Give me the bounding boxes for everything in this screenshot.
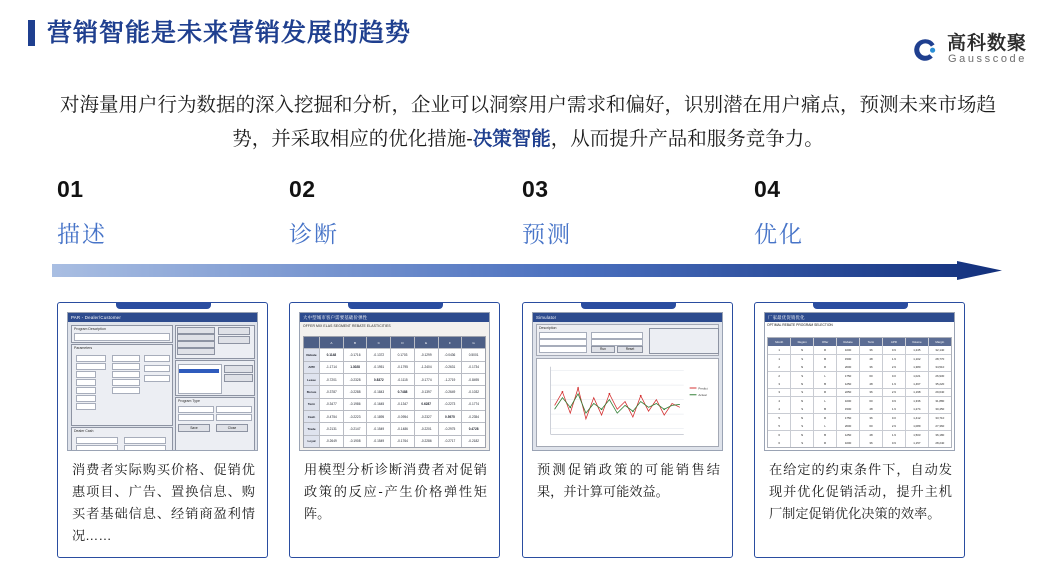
thumb-table-cell: 36 xyxy=(860,439,882,447)
thumb-table-cell: 2 xyxy=(768,363,790,371)
thumb-table-cell: 48 xyxy=(860,431,882,439)
thumb-col-header: Month xyxy=(768,338,790,346)
thumb-table-cell: -0.3787 xyxy=(320,386,343,397)
step-item-4 xyxy=(754,176,954,249)
thumb-run-button: Run xyxy=(591,346,615,353)
thumb-table-cell: 0.9 xyxy=(883,439,905,447)
thumb-table-cell: -0.1549 xyxy=(367,423,390,434)
cards-row xyxy=(57,302,997,560)
thumb-table-cell: 48 xyxy=(860,405,882,413)
thumb-table-cell: R xyxy=(814,414,836,422)
screenshot-thumbnail-form xyxy=(67,312,258,451)
thumb-table-cell: 0.9 xyxy=(883,397,905,405)
thumb-table-cell: -0.2327 xyxy=(415,411,438,422)
thumb-reset-button: Reset xyxy=(617,346,643,353)
thumb-table-cell: 0.9 xyxy=(883,346,905,354)
brand-text xyxy=(947,34,1027,65)
intro-text-part2: ，从而提升产品和服务竞争力。 xyxy=(550,128,824,150)
step-item-3 xyxy=(522,176,722,249)
thumb-table-cell: 0.0 xyxy=(883,414,905,422)
thumb-chart xyxy=(536,358,719,447)
thumb-table-area xyxy=(765,322,954,450)
thumb-table-cell: 1.9 xyxy=(883,431,905,439)
thumb-table-cell: S xyxy=(791,355,813,363)
thumb-table-cell: -0.1299 xyxy=(415,349,438,360)
thumb-table-cell: -0.1774 xyxy=(462,399,485,410)
intro-highlight: 决策智能 xyxy=(472,128,551,150)
thumb-close-button: Close xyxy=(216,424,248,432)
thumb-table-grid xyxy=(303,336,486,448)
thumb-col-header: E xyxy=(415,337,438,348)
thumb-table-subtitle: OPTIMAL REBATE PROGRAM SELECTION xyxy=(767,323,833,327)
thumb-window-title: Simulator xyxy=(533,313,722,322)
thumb-col-header: C xyxy=(367,337,390,348)
thumb-table-cell: 1,503 xyxy=(906,431,928,439)
thumb-table-cell: 36 xyxy=(860,346,882,354)
slide-header xyxy=(28,18,1027,65)
thumb-table-cell: S xyxy=(791,422,813,430)
thumb-window-title: 大中型城市客户需要基础价弹性 xyxy=(300,313,489,322)
thumb-table-cell: 28,240 xyxy=(929,439,951,447)
thumb-control-panel xyxy=(536,324,719,356)
thumb-panel-dealer-cash xyxy=(71,427,173,451)
thumb-table-cell: 0.5001 xyxy=(462,349,485,360)
thumb-table-cell: 36 xyxy=(860,363,882,371)
brand-name-en: Gausscode xyxy=(947,52,1027,65)
thumb-col-header: Offer xyxy=(814,338,836,346)
thumb-table-cell: 1,245 xyxy=(906,346,928,354)
thumb-table-cell: 1,274 xyxy=(906,405,928,413)
title-label: 营销智能是未来营销发展的趋势 xyxy=(47,18,412,47)
thumb-table-cell: 5 xyxy=(768,414,790,422)
thumb-table-cell: S xyxy=(791,405,813,413)
intro-paragraph xyxy=(55,88,1001,156)
thumb-table-cell: 1,102 xyxy=(906,355,928,363)
thumb-table-cell: -0.1951 xyxy=(367,362,390,373)
thumb-table-cell: 1,198 xyxy=(906,389,928,397)
thumb-table-cell: 1250 xyxy=(837,431,859,439)
thumb-table-cell: 27,360 xyxy=(929,422,951,430)
thumb-table-cell: -0.2273 xyxy=(439,399,462,410)
thumb-table-cell: 60 xyxy=(860,372,882,380)
screenshot-thumbnail-optimization-report xyxy=(764,312,955,451)
card-caption: 消费者实际购买价格、促销优惠项目、广告、置换信息、购买者基础信息、经销商盈利情况…… xyxy=(72,462,255,543)
thumb-window-title: 厂家最优促销优化 xyxy=(765,313,954,322)
thumb-table-cell: 1 xyxy=(768,346,790,354)
thumb-col-header: Volume xyxy=(906,338,928,346)
thumb-table-cell: 6 xyxy=(768,439,790,447)
thumb-table-cell: 3 xyxy=(768,389,790,397)
card-describe[interactable] xyxy=(57,302,268,558)
thumb-table-cell: B xyxy=(814,355,836,363)
thumb-table-cell: 1750 xyxy=(837,372,859,380)
gausscode-g-icon xyxy=(912,37,938,63)
thumb-table-cell: 1500 xyxy=(837,405,859,413)
thumb-table-cell: 0.8372 xyxy=(367,374,390,385)
thumb-table-cell: 33,710 xyxy=(929,414,951,422)
thumb-table-cell: 0.1148 xyxy=(320,349,343,360)
thumb-panel-list xyxy=(175,360,255,396)
thumb-table-cell: -0.1795 xyxy=(391,362,414,373)
thumb-table-cell: 36,180 xyxy=(929,431,951,439)
thumb-table-cell: 1750 xyxy=(837,414,859,422)
thumb-table-cell: 1000 xyxy=(837,346,859,354)
thumb-table-cell: -0.2328 xyxy=(344,374,367,385)
thumb-table-subtitle: OFFER MIX ELAS SEGMENT REBATE ELASTICITIES xyxy=(303,324,391,328)
thumb-table-cell: N xyxy=(791,346,813,354)
thumb-col-header: A xyxy=(320,337,343,348)
thumb-table-cell: 2 xyxy=(768,372,790,380)
thumb-table-cell: N xyxy=(791,397,813,405)
svg-text:Predict: Predict xyxy=(698,386,708,391)
thumb-table-corner xyxy=(304,337,319,348)
thumb-panel-label: Program Description xyxy=(74,327,106,331)
card-top-tab xyxy=(813,302,908,309)
thumb-table-cell: 1.9 xyxy=(883,405,905,413)
card-caption: 在给定的约束条件下，自动发现并优化促销活动，提升主机厂制定促销优化决策的效率。 xyxy=(769,462,952,521)
thumb-table-cell: 31,880 xyxy=(929,397,951,405)
thumb-table-cell: R xyxy=(814,439,836,447)
thumb-dropdown xyxy=(177,334,215,341)
thumb-table-cell: 1,412 xyxy=(906,414,928,422)
step-label: 预测 xyxy=(522,221,572,247)
thumb-panel-program-type xyxy=(175,397,255,451)
page-title xyxy=(28,20,1027,46)
thumb-table-cell: -0.1549 xyxy=(367,436,390,447)
thumb-table-cell: R xyxy=(814,346,836,354)
thumb-table-cell: 36 xyxy=(860,414,882,422)
card-optimize[interactable] xyxy=(754,302,965,558)
thumb-table-cell: -0.1843 xyxy=(367,386,390,397)
thumb-table-cell: 1000 xyxy=(837,439,859,447)
thumb-table-cell: 36 xyxy=(860,389,882,397)
step-label: 诊断 xyxy=(289,221,339,247)
thumb-table-cell: -0.2649 xyxy=(439,386,462,397)
thumb-table-cell: -0.1372 xyxy=(367,349,390,360)
thumb-table-cell: -0.1347 xyxy=(391,399,414,410)
thumb-table-cell: -0.2131 xyxy=(320,423,343,434)
step-number: 03 xyxy=(522,176,549,202)
thumb-text-field xyxy=(74,333,170,341)
thumb-table-cell: 4 xyxy=(768,397,790,405)
thumb-table-cell: B xyxy=(814,431,836,439)
thumb-table-cell: 0.1703 xyxy=(391,349,414,360)
thumb-table-cell: 2250 xyxy=(837,389,859,397)
thumb-panel-label: Program Type xyxy=(178,399,200,403)
thumb-table-cell: 60 xyxy=(860,397,882,405)
thumb-table-cell: -0.0954 xyxy=(391,411,414,422)
thumb-row-header: Loyal xyxy=(304,436,319,447)
thumb-table-cell: L xyxy=(814,372,836,380)
thumb-table-cell: -0.2201 xyxy=(415,423,438,434)
thumb-table-cell: 1,467 xyxy=(906,380,928,388)
thumb-table-cell: 2000 xyxy=(837,363,859,371)
thumb-table-cell: -0.1716 xyxy=(344,349,367,360)
brand-logo xyxy=(912,34,1027,65)
thumb-table-cell: S xyxy=(791,389,813,397)
thumb-table-cell: N xyxy=(791,363,813,371)
thumb-col-header: APR xyxy=(883,338,905,346)
thumb-col-header: F xyxy=(439,337,462,348)
thumb-table-cell: -0.2631 xyxy=(439,362,462,373)
thumb-col-header: Margin xyxy=(929,338,951,346)
thumb-dropdown xyxy=(177,341,215,348)
thumb-row-header: Bonus xyxy=(304,386,319,397)
thumb-row-header: Rebate xyxy=(304,349,319,360)
thumb-table-cell: 1.3028 xyxy=(344,362,367,373)
thumb-body xyxy=(533,322,722,450)
thumb-table-cell: -0.2717 xyxy=(439,436,462,447)
thumb-table-cell: R xyxy=(814,389,836,397)
thumb-table-cell: 1,021 xyxy=(906,372,928,380)
thumb-table-cell: -0.8495 xyxy=(462,374,485,385)
thumb-table-cell: -0.1115 xyxy=(391,374,414,385)
thumb-body xyxy=(68,322,257,450)
thumb-table-cell: -0.1486 xyxy=(391,423,414,434)
thumb-table-cell: -0.1764 xyxy=(391,436,414,447)
thumb-row-header: Lease xyxy=(304,374,319,385)
thumb-table-cell: 0.6287 xyxy=(415,399,438,410)
thumb-table-cell: B xyxy=(814,380,836,388)
thumb-col-header: B xyxy=(344,337,367,348)
step-number: 01 xyxy=(57,176,84,202)
card-caption: 用模型分析诊断消费者对促销政策的反应-产生价格弹性矩阵。 xyxy=(304,462,487,521)
thumb-table-cell: -0.1397 xyxy=(415,386,438,397)
thumb-table-cell: -0.2182 xyxy=(462,436,485,447)
thumb-row-header: Term xyxy=(304,399,319,410)
thumb-table-cell: -0.2354 xyxy=(462,411,485,422)
thumb-table-cell: -1.2719 xyxy=(439,374,462,385)
thumb-table-cell: 6 xyxy=(768,431,790,439)
thumb-table-cell: -0.1032 xyxy=(462,386,485,397)
title-accent-bar xyxy=(28,20,35,46)
thumb-table-cell: -0.1645 xyxy=(367,399,390,410)
thumb-row-header: Trade xyxy=(304,423,319,434)
step-label: 描述 xyxy=(57,221,107,247)
thumb-table-cell: 2.9 xyxy=(883,422,905,430)
card-top-tab xyxy=(116,302,211,309)
card-top-tab xyxy=(348,302,443,309)
thumb-row-header: Cash xyxy=(304,411,319,422)
thumb-col-header: Region xyxy=(791,338,813,346)
brand-name-cn: 高科数聚 xyxy=(946,33,1027,54)
thumb-table-cell: -0.1734 xyxy=(462,362,485,373)
thumb-col-header: Term xyxy=(860,338,882,346)
thumb-table-cell: -0.7201 xyxy=(320,374,343,385)
thumb-table-cell: -0.1774 xyxy=(415,374,438,385)
thumb-col-header: D xyxy=(391,337,414,348)
thumb-table-cell: -0.2288 xyxy=(344,386,367,397)
thumb-panel-parameters xyxy=(71,344,173,426)
thumb-table-cell: 1 xyxy=(768,355,790,363)
thumb-table-cell: -0.0436 xyxy=(439,349,462,360)
thumb-table-cell: 1500 xyxy=(837,355,859,363)
screenshot-thumbnail-elasticity-table xyxy=(299,312,490,451)
thumb-table-cell: 1000 xyxy=(837,397,859,405)
thumb-table-cell: -0.2649 xyxy=(320,436,343,447)
thumb-table-cell: 48 xyxy=(860,355,882,363)
thumb-table-cell: -0.2147 xyxy=(344,423,367,434)
step-number: 02 xyxy=(289,176,316,202)
thumb-table-cell: 1,336 xyxy=(906,397,928,405)
thumb-table-cell: 26,930 xyxy=(929,372,951,380)
thumb-table-cell: -0.1986 xyxy=(344,399,367,410)
thumb-table-cell: 34,510 xyxy=(929,363,951,371)
thumb-body xyxy=(765,322,954,450)
thumb-table-cell: -0.2286 xyxy=(415,436,438,447)
thumb-table-cell: N xyxy=(791,380,813,388)
thumb-panel-label: Description xyxy=(539,326,557,330)
thumb-panel-label: Parameters xyxy=(74,346,93,350)
intro-text-part1: 对海量用户行为数据的深入挖掘和分析，企业可以洞察用户需求和偏好，识别潜在用户痛点，预测未来市场趋势，并采取相应的优化措施- xyxy=(59,94,996,150)
thumb-table-cell: -0.4754 xyxy=(320,411,343,422)
thumb-save-button: Save xyxy=(178,424,210,432)
thumb-table-cell: 60 xyxy=(860,422,882,430)
thumb-table-cell: -0.3477 xyxy=(320,399,343,410)
thumb-table-cell: -0.1908 xyxy=(344,436,367,447)
thumb-table-cell: -0.1895 xyxy=(367,411,390,422)
steps-row xyxy=(57,176,997,256)
thumb-table-cell: 5 xyxy=(768,422,790,430)
thumb-col-header: Rebate xyxy=(837,338,859,346)
step-item-1 xyxy=(57,176,257,249)
step-item-2 xyxy=(289,176,489,249)
thumb-table-cell: 35,220 xyxy=(929,380,951,388)
thumb-table-cell: -0.2223 xyxy=(344,411,367,422)
thumb-table-area xyxy=(300,322,489,450)
thumb-table-cell: 48 xyxy=(860,380,882,388)
step-number: 04 xyxy=(754,176,781,202)
thumb-clear-all-button xyxy=(218,336,250,344)
thumb-table-cell: N xyxy=(791,414,813,422)
thumb-table-cell: 1,380 xyxy=(906,363,928,371)
thumb-table-cell: R xyxy=(814,363,836,371)
thumb-dropdown xyxy=(177,327,215,334)
card-predict[interactable] xyxy=(522,302,733,558)
step-label: 优化 xyxy=(754,221,804,247)
thumb-panel-label: Dealer Cash xyxy=(74,429,94,433)
thumb-table-cell: 1,157 xyxy=(906,439,928,447)
thumb-table-cell: S xyxy=(791,439,813,447)
card-caption: 预测促销政策的可能销售结果，并计算可能效益。 xyxy=(537,462,720,499)
thumb-table-cell: -1.1714 xyxy=(320,362,343,373)
thumb-table-cell: 30,450 xyxy=(929,405,951,413)
thumb-table-cell: 1.9 xyxy=(883,355,905,363)
thumb-table-cell: N xyxy=(791,431,813,439)
thumb-table-cell: 29,640 xyxy=(929,389,951,397)
thumb-row-header: APR xyxy=(304,362,319,373)
card-diagnose[interactable] xyxy=(289,302,500,558)
thumb-dropdown xyxy=(177,348,215,355)
thumb-table-cell: -0.2975 xyxy=(439,423,462,434)
card-top-tab xyxy=(581,302,676,309)
thumb-select-all-button xyxy=(218,327,250,335)
thumb-col-header: G xyxy=(462,337,485,348)
screenshot-thumbnail-simulator xyxy=(532,312,723,451)
thumb-body xyxy=(300,322,489,450)
thumb-table-cell: B xyxy=(814,405,836,413)
thumb-table-cell: S xyxy=(791,372,813,380)
thumb-panel-desc xyxy=(71,325,173,343)
thumb-table-cell: 32,140 xyxy=(929,346,951,354)
svg-text:Actual: Actual xyxy=(698,393,707,398)
thumb-table-cell: 2.9 xyxy=(883,389,905,397)
thumb-table-cell: 1250 xyxy=(837,380,859,388)
thumb-table-cell: 0.7488 xyxy=(391,386,414,397)
thumb-table-cell: 2000 xyxy=(837,422,859,430)
thumb-table-grid xyxy=(767,337,952,448)
thumb-table-cell: 0.4728 xyxy=(462,423,485,434)
thumb-table-cell: L xyxy=(814,422,836,430)
thumb-table-cell: L xyxy=(814,397,836,405)
thumb-table-cell: 3 xyxy=(768,380,790,388)
thumb-table-cell: -1.2404 xyxy=(415,362,438,373)
thumb-table-cell: 0.5975 xyxy=(439,411,462,422)
thumb-table-cell: 28,770 xyxy=(929,355,951,363)
thumb-table-cell: 1.9 xyxy=(883,380,905,388)
thumb-table-cell: 0.0 xyxy=(883,372,905,380)
progress-arrow-icon xyxy=(52,261,1002,283)
thumb-table-cell: 4 xyxy=(768,405,790,413)
thumb-window-title: PAR - Dealer/Customer xyxy=(68,313,257,322)
thumb-table-cell: 2.9 xyxy=(883,363,905,371)
thumb-table-cell: 1,089 xyxy=(906,422,928,430)
